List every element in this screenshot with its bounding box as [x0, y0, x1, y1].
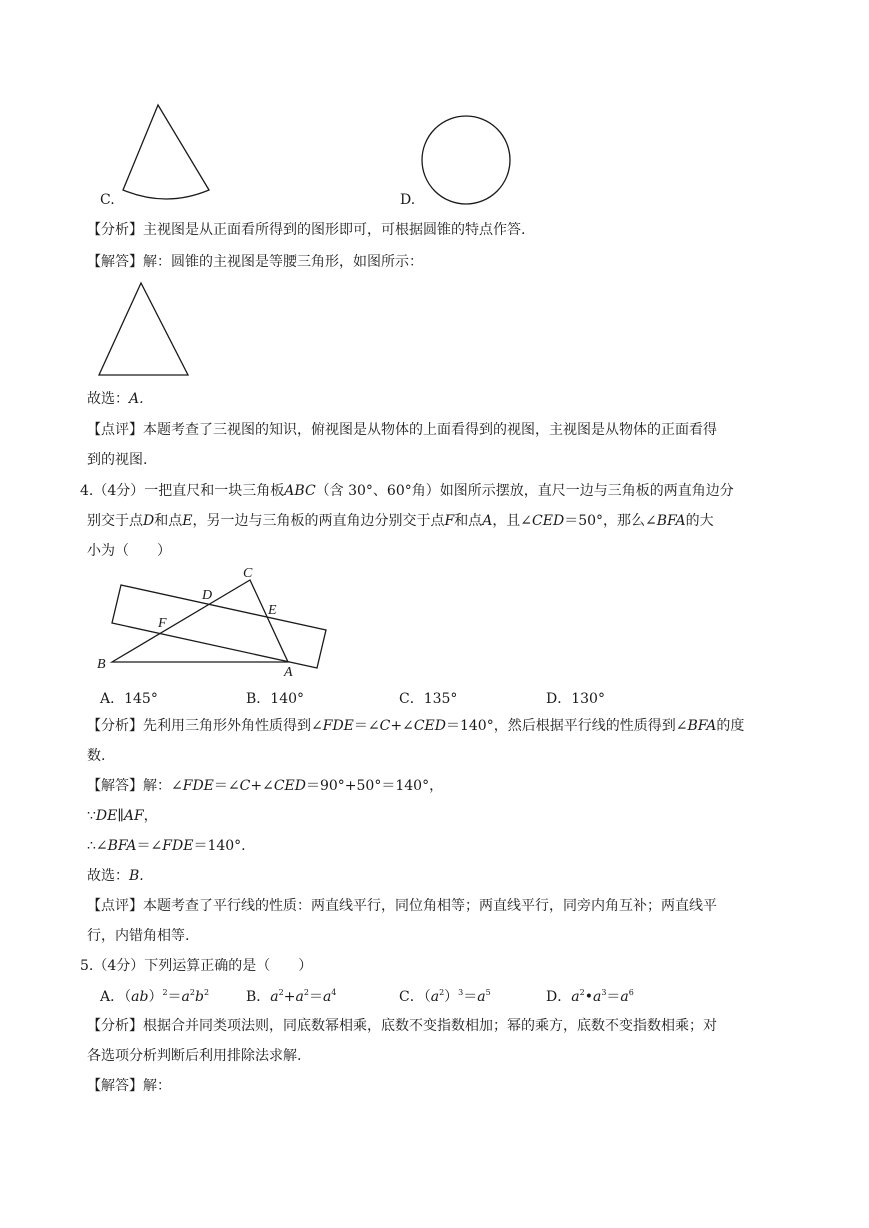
q4-stem-line-1: 4.（4分）一把直尺和一块三角板ABC（含 30°、60°角）如图所示摆放，直尺一边与三角板的两直角边分 [80, 483, 734, 499]
q3-comment-line-2: 到的视图. [87, 452, 148, 468]
label-e: E [268, 603, 277, 618]
q4-comment-line-2: 行，内错角相等. [87, 928, 190, 944]
ruler-shape [112, 585, 326, 668]
q4-stem-line-3: 小为（ ） [87, 543, 171, 559]
q3-choose: 故选：A. [87, 391, 144, 407]
q5-option-b: B．$a^2+a^2=a^4$ [246, 988, 337, 1005]
label-d: D [202, 588, 213, 603]
option-c-label: C. [100, 192, 115, 208]
q5-analysis-line-1: 【分析】根据合并同类项法则，同底数幂相乘，底数不变指数相加；幂的乘方，底数不变指数相乘；对 [87, 1018, 717, 1034]
q3-analysis: 【分析】主视图是从正面看所得到的图形即可，可根据圆锥的特点作答. [87, 222, 526, 238]
triangle-abc-shape [112, 580, 288, 662]
label-b: B [97, 657, 106, 672]
q4-therefore-line: ∴∠BFA＝∠FDE＝140°. [87, 838, 246, 854]
q4-comment-line-1: 【点评】本题考查了平行线的性质：两直线平行，同位角相等；两直线平行，同旁内角互补；两直线平 [87, 898, 717, 914]
q4-answer-line-1: 【解答】解：∠FDE＝∠C+∠CED＝90°+50°＝140°， [87, 778, 444, 794]
q4-option-d: D．130° [546, 691, 605, 707]
q5-option-a: A．$(ab)^2=a^2b^2$ [100, 988, 210, 1005]
label-a: A [284, 665, 293, 680]
q5-option-c: C．$(a^2)^3=a^5$ [399, 988, 491, 1005]
q4-option-c: C．135° [399, 691, 458, 707]
option-d-label: D. [400, 192, 416, 208]
q4-analysis-line-2: 数. [87, 748, 106, 764]
q4-option-b: B．140° [246, 691, 305, 707]
q3-comment-line-1: 【点评】本题考查了三视图的知识，俯视图是从物体的上面看得到的视图，主视图是从物体的正面看得 [87, 422, 717, 438]
q3-answer: 【解答】解：圆锥的主视图是等腰三角形，如图所示： [87, 254, 423, 270]
q4-choose: 故选：B. [87, 868, 144, 884]
q5-answer: 【解答】解： [87, 1078, 171, 1094]
label-c: C [243, 566, 253, 581]
q5-stem: 5.（4分）下列运算正确的是（ ） [80, 958, 313, 974]
q4-stem-line-2: 别交于点D和点E，另一边与三角板的两直角边分别交于点F和点A，且∠CED＝50°，那么∠BFA的大 [87, 513, 714, 529]
q5-analysis-line-2: 各选项分析判断后利用排除法求解. [87, 1048, 302, 1064]
label-f: F [158, 616, 167, 631]
q4-analysis-line-1: 【分析】先利用三角形外角性质得到∠FDE＝∠C+∠CED＝140°，然后根据平行线的性质得到∠BFA的度 [87, 718, 745, 734]
q4-option-a: A．145° [100, 691, 158, 707]
q5-option-d: D．$a^2•a^3=a^6$ [546, 988, 634, 1005]
q4-because-line: ∵DE∥AF， [87, 808, 158, 824]
